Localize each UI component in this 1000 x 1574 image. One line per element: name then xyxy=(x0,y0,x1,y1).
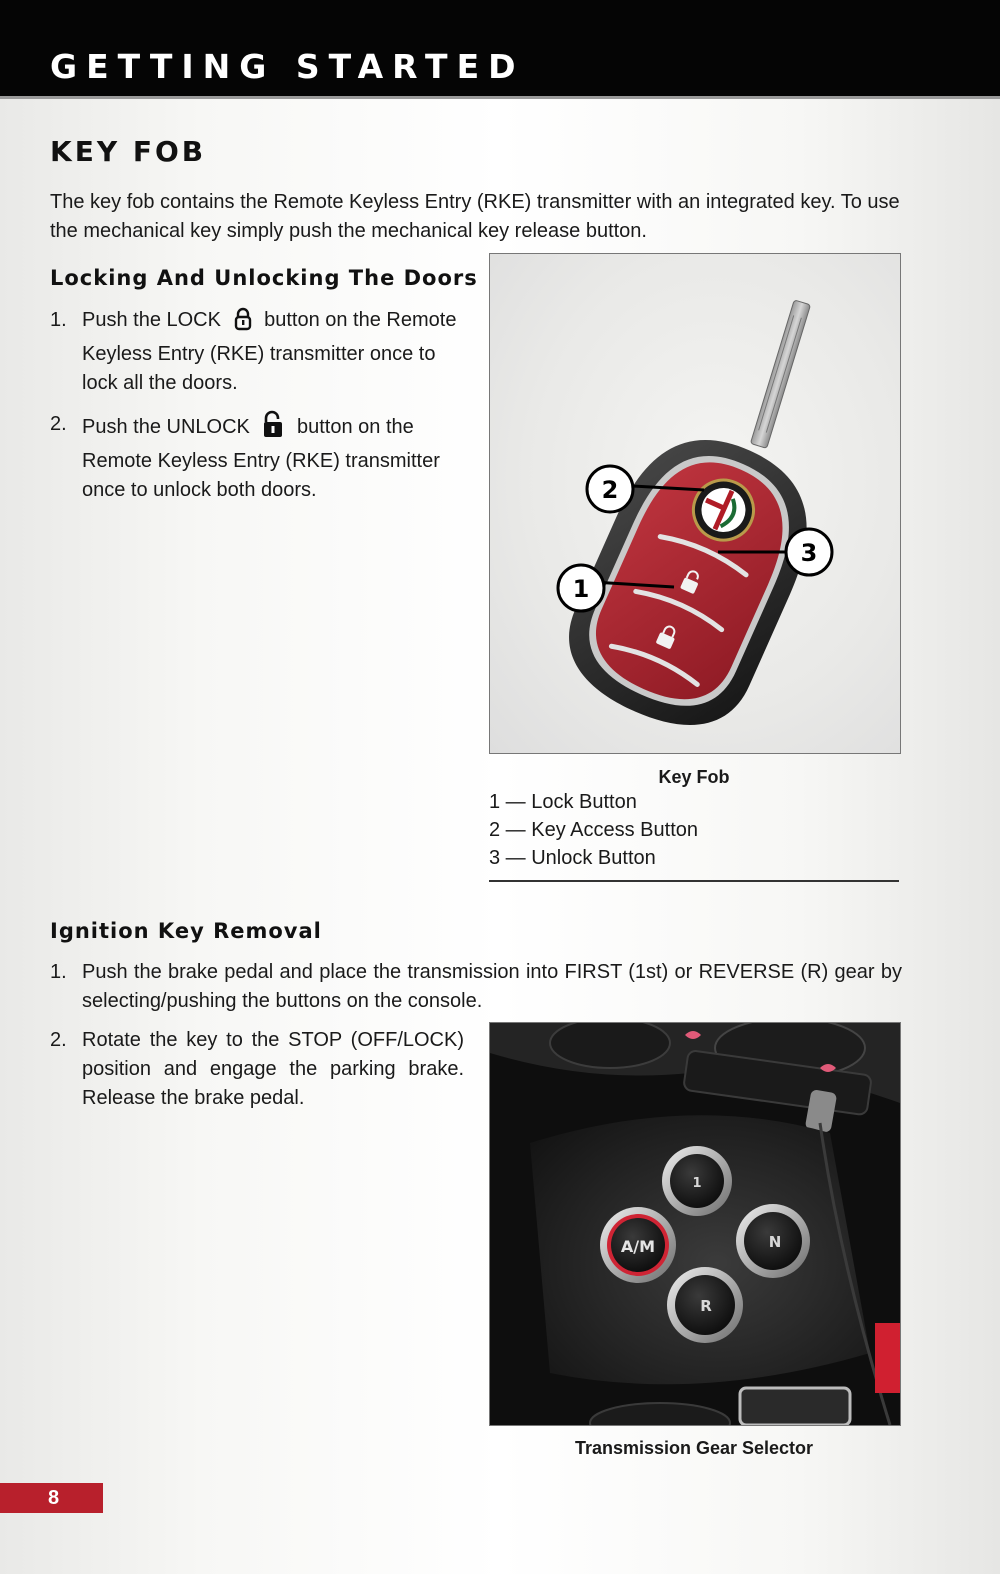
legend-item: 2 — Key Access Button xyxy=(489,819,698,841)
section-title: KEY FOB xyxy=(50,135,207,168)
lock-icon xyxy=(233,307,253,340)
ignition-heading: Ignition Key Removal xyxy=(50,919,322,943)
step-text-after: button on the Remote Keyless Entry (RKE) transmitter once to unlock both doors. xyxy=(82,416,440,501)
gear-button-1 xyxy=(662,1146,732,1216)
page-number: 8 xyxy=(48,1487,60,1509)
gear-button-n xyxy=(736,1204,810,1278)
key-fob-caption: Key Fob xyxy=(658,767,730,787)
callout-label: 3 xyxy=(800,539,818,567)
callout-label: 1 xyxy=(572,575,590,603)
step-number: 2. xyxy=(50,1029,67,1051)
callout-1 xyxy=(558,565,604,611)
step-text-after: button on the Remote Keyless Entry (RKE) transmitter once to lock all the doors. xyxy=(82,309,457,394)
gear-button-r xyxy=(667,1267,743,1343)
ignition-steps-1 xyxy=(50,958,902,1028)
list-item xyxy=(50,410,464,505)
step-text: Rotate the key to the STOP (OFF/LOCK) position and engage the parking brake. Release the brake pedal. xyxy=(82,1029,464,1109)
intro-paragraph: The key fob contains the Remote Keyless Entry (RKE) transmitter with an integrated key. To use the mechanical key simply push the mechanical key release button. xyxy=(50,191,900,242)
locking-steps xyxy=(50,306,464,517)
gear-selector-photo xyxy=(489,1022,901,1426)
locking-heading: Locking And Unlocking The Doors xyxy=(50,266,478,290)
gear-button-am xyxy=(600,1207,676,1283)
page-header-title: GETTING STARTED xyxy=(50,47,525,86)
step-text-before: Push the LOCK xyxy=(82,309,221,331)
gear-button-label: A/M xyxy=(620,1237,656,1256)
step-number: 2. xyxy=(50,413,67,435)
callout-3 xyxy=(786,529,832,575)
gear-selector-illustration xyxy=(490,1023,900,1425)
unlock-icon xyxy=(261,410,285,447)
ignition-steps-2 xyxy=(50,1026,464,1125)
gear-button-label: R xyxy=(700,1297,712,1315)
key-fob-illustration xyxy=(490,254,900,753)
gear-button-label: N xyxy=(768,1233,782,1251)
key-fob-legend xyxy=(489,788,899,882)
step-text-before: Push the UNLOCK xyxy=(82,416,250,438)
callout-label: 2 xyxy=(601,476,619,504)
gear-button-label: 1 xyxy=(692,1176,702,1191)
gear-selector-caption: Transmission Gear Selector xyxy=(574,1438,814,1458)
step-text: Push the brake pedal and place the transmission into FIRST (1st) or REVERSE (R) gear by selecting/pushing the buttons on the console. xyxy=(82,961,902,1012)
step-number: 1. xyxy=(50,961,67,983)
list-item xyxy=(50,1026,464,1113)
callout-2 xyxy=(587,466,633,512)
legend-item: 3 — Unlock Button xyxy=(489,847,656,869)
key-fob-photo xyxy=(489,253,901,754)
list-item xyxy=(50,958,902,1016)
legend-item: 1 — Lock Button xyxy=(489,791,637,813)
step-number: 1. xyxy=(50,309,67,331)
list-item xyxy=(50,306,464,398)
